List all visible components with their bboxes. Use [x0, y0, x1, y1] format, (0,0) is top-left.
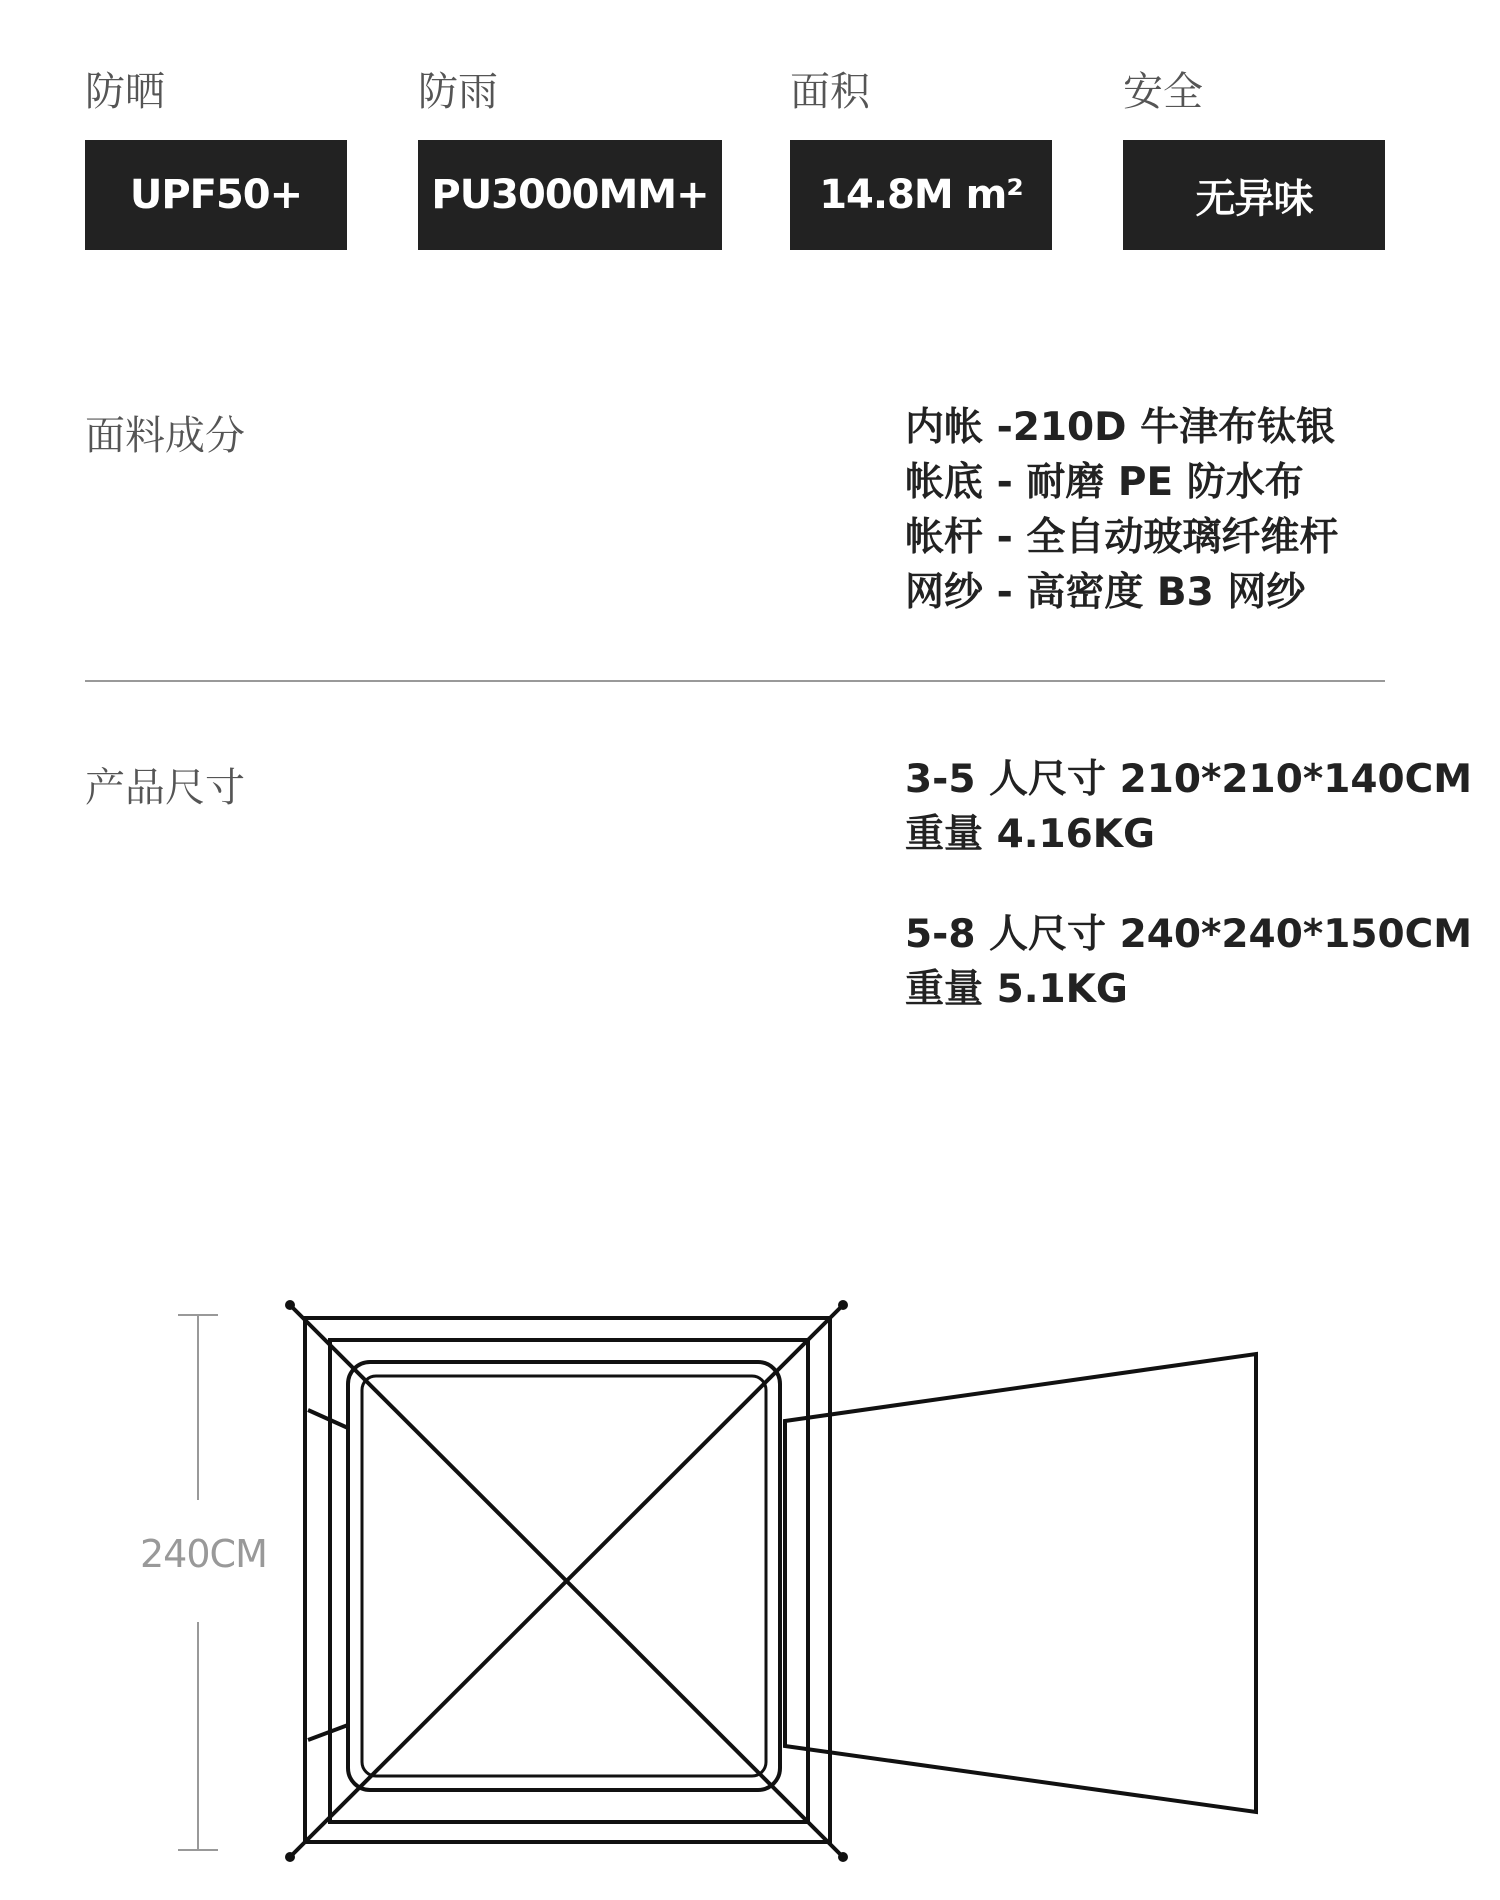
size-large-dimensions: 5-8 人尺寸 240*240*150CM	[905, 912, 1473, 957]
feature-label: 面积	[790, 69, 870, 115]
fabric-line: 帐杆 - 全自动玻璃纤维杆	[905, 515, 1339, 560]
feature-label: 防晒	[85, 69, 165, 115]
size-small-weight: 重量 4.16KG	[905, 812, 1156, 857]
fabric-line: 帐底 - 耐磨 PE 防水布	[905, 460, 1304, 505]
feature-value: 14.8M m²	[790, 140, 1052, 250]
fabric-section-label: 面料成分	[85, 413, 245, 459]
feature-value: 无异味	[1123, 140, 1385, 250]
dimension-line	[178, 1315, 218, 1850]
feature-value: UPF50+	[85, 140, 347, 250]
feature-label: 安全	[1123, 69, 1203, 115]
tent-vestibule	[785, 1354, 1256, 1812]
fabric-line: 内帐 -210D 牛津布钛银	[905, 405, 1336, 450]
size-small-dimensions: 3-5 人尺寸 210*210*140CM	[905, 757, 1473, 802]
dimension-label: 240CM	[140, 1532, 267, 1576]
fabric-line: 网纱 - 高密度 B3 网纱	[905, 570, 1306, 615]
feature-label: 防雨	[418, 69, 498, 115]
feature-value: PU3000MM+	[418, 140, 722, 250]
size-large-weight: 重量 5.1KG	[905, 967, 1128, 1012]
size-section-label: 产品尺寸	[85, 765, 245, 811]
